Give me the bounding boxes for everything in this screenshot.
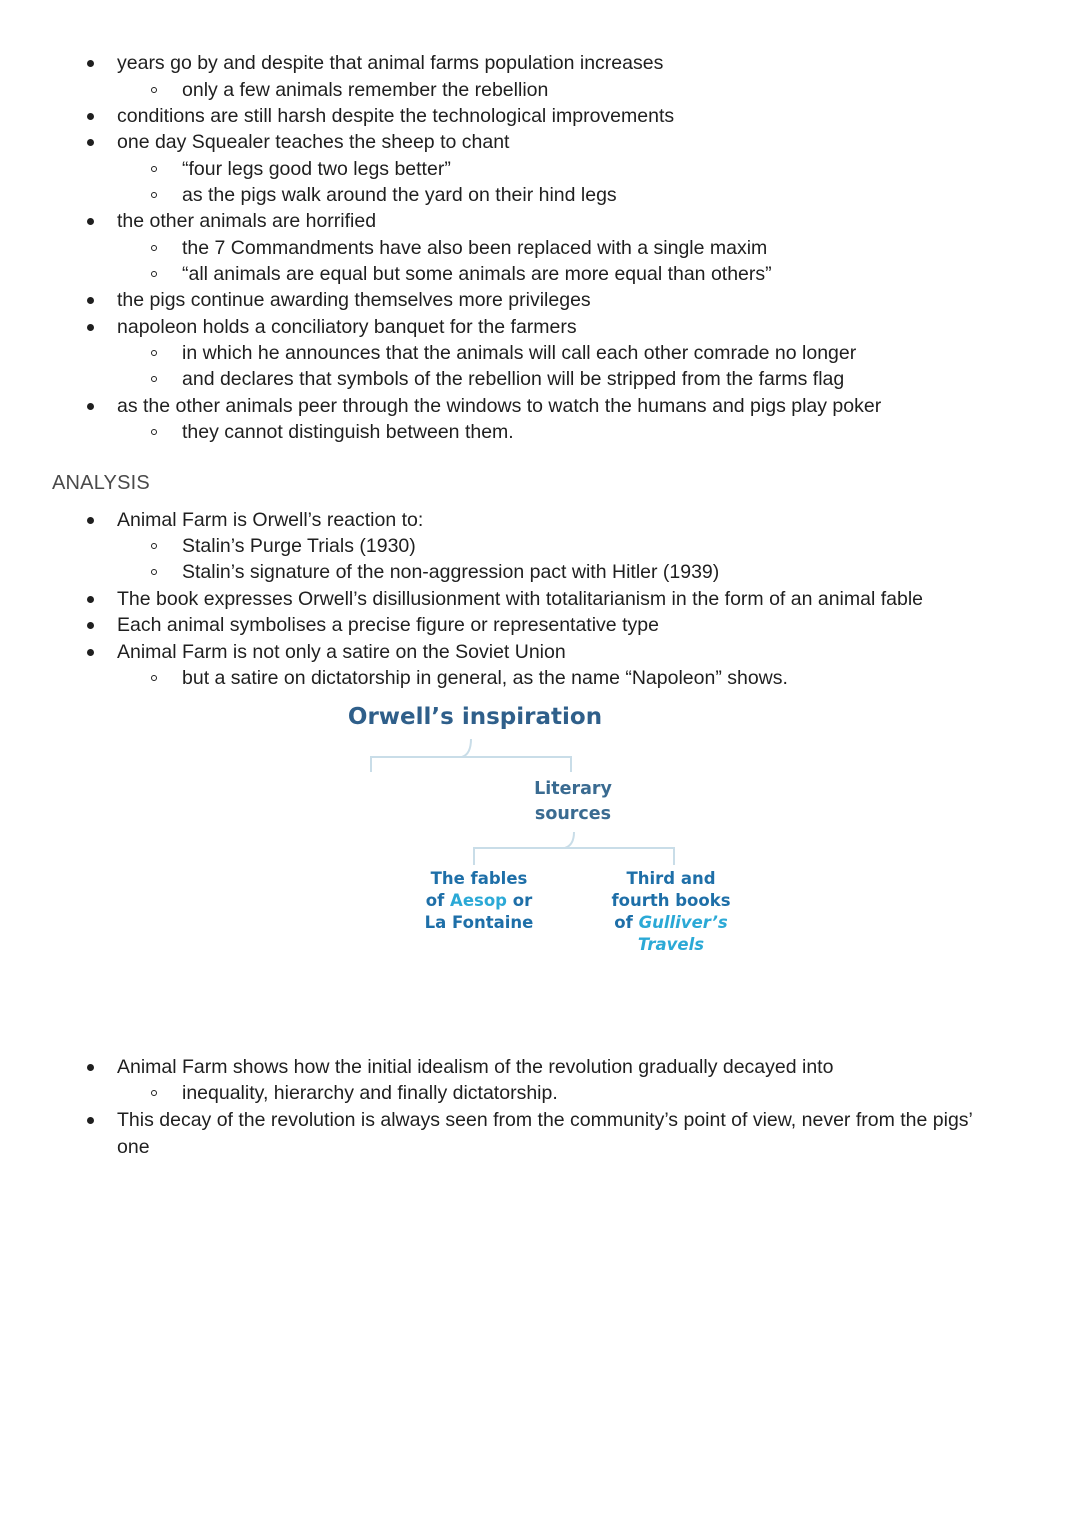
- lower-brace: [474, 848, 674, 865]
- analysis-line: The book expresses Orwell’s disillusionment with totalitarianism in the form of an animal fable: [117, 588, 924, 610]
- bullet-dot: [87, 649, 94, 656]
- summary-line: as the other animals peer through the windows to watch the humans and pigs play poker: [117, 395, 882, 417]
- bullet-dot: [87, 596, 94, 603]
- leaf-line: The fables: [430, 869, 528, 888]
- leaf-line: La Fontaine: [424, 913, 534, 932]
- sub-bullet-circle: [151, 271, 157, 277]
- top-brace-stem: [462, 739, 471, 757]
- bullet-dot: [87, 622, 94, 629]
- sub-bullet-circle: [151, 350, 157, 356]
- diagram-node-literary-sources: [513, 777, 633, 827]
- summary-line: conditions are still harsh despite the technological improvements: [117, 105, 675, 127]
- leaf-line: [409, 890, 549, 912]
- lower-brace-stem: [565, 832, 574, 848]
- summary-line: only a few animals remember the rebellion: [182, 79, 549, 101]
- summary-line: the other animals are horrified: [117, 210, 377, 232]
- analysis-line: Each animal symbolises a precise figure or representative type: [117, 614, 659, 636]
- sub-bullet-circle: [151, 245, 157, 251]
- sub-bullet-circle: [151, 429, 157, 435]
- leaf-line: [596, 912, 746, 934]
- summary-line: “four legs good two legs better”: [182, 158, 451, 180]
- leaf-accent-text: Gulliver’s: [638, 913, 728, 932]
- sub-bullet-circle: [151, 192, 157, 198]
- sub-bullet-circle: [151, 166, 157, 172]
- summary-line: as the pigs walk around the yard on their hind legs: [182, 184, 617, 206]
- leaf-text: or: [506, 891, 533, 910]
- summary-line: and declares that symbols of the rebellion will be stripped from the farms flag: [182, 368, 845, 390]
- summary-line: years go by and despite that animal farms population increases: [117, 52, 664, 74]
- summary-line: in which he announces that the animals will call each other comrade no longer: [182, 342, 857, 364]
- leaf-line: Travels: [637, 935, 705, 954]
- bullet-dot: [87, 139, 94, 146]
- conclusion-line-continuation: one: [117, 1136, 150, 1158]
- conclusion-line: inequality, hierarchy and finally dictatorship.: [182, 1082, 558, 1104]
- leaf-text: of: [425, 891, 451, 910]
- leaf-line: fourth books: [611, 891, 731, 910]
- sub-bullet-circle: [151, 675, 157, 681]
- diagram-title: Orwell’s inspiration: [347, 704, 603, 730]
- analysis-line: Animal Farm is Orwell’s reaction to:: [117, 509, 424, 531]
- bullet-dot: [87, 1117, 94, 1124]
- bullet-dot: [87, 1064, 94, 1071]
- leaf-line: Third and: [626, 869, 716, 888]
- node-line: Literary: [534, 779, 612, 799]
- diagram-leaf-gulliver: [596, 868, 746, 956]
- summary-line: the 7 Commandments have also been replaced with a single maxim: [182, 237, 768, 259]
- sub-bullet-circle: [151, 543, 157, 549]
- conclusion-line: This decay of the revolution is always seen from the community’s point of view, never from the pigs’: [117, 1109, 973, 1131]
- sub-bullet-circle: [151, 376, 157, 382]
- bullet-dot: [87, 324, 94, 331]
- analysis-line: but a satire on dictatorship in general, as the name “Napoleon” shows.: [182, 667, 788, 689]
- leaf-text: of: [614, 913, 639, 932]
- summary-line: one day Squealer teaches the sheep to chant: [117, 131, 510, 153]
- summary-line: napoleon holds a conciliatory banquet for the farmers: [117, 316, 577, 338]
- node-line: sources: [534, 804, 612, 824]
- summary-line: the pigs continue awarding themselves more privileges: [117, 289, 591, 311]
- bullet-dot: [87, 297, 94, 304]
- analysis-heading: ANALYSIS: [52, 472, 150, 494]
- analysis-line: Stalin’s signature of the non-aggression pact with Hitler (1939): [182, 561, 720, 583]
- conclusion-line: Animal Farm shows how the initial idealism of the revolution gradually decayed into: [117, 1056, 834, 1078]
- analysis-line: Animal Farm is not only a satire on the Soviet Union: [117, 641, 566, 663]
- sub-bullet-circle: [151, 1090, 157, 1096]
- sub-bullet-circle: [151, 569, 157, 575]
- bullet-dot: [87, 517, 94, 524]
- diagram-leaf-fables: [409, 868, 549, 934]
- bullet-dot: [87, 403, 94, 410]
- top-brace: [371, 757, 571, 772]
- bullet-dot: [87, 113, 94, 120]
- analysis-line: Stalin’s Purge Trials (1930): [182, 535, 416, 557]
- leaf-accent-text: Aesop: [450, 891, 507, 910]
- bullet-dot: [87, 218, 94, 225]
- bullet-dot: [87, 60, 94, 67]
- summary-line: they cannot distinguish between them.: [182, 421, 514, 443]
- summary-line: “all animals are equal but some animals are more equal than others”: [182, 263, 772, 285]
- sub-bullet-circle: [151, 87, 157, 93]
